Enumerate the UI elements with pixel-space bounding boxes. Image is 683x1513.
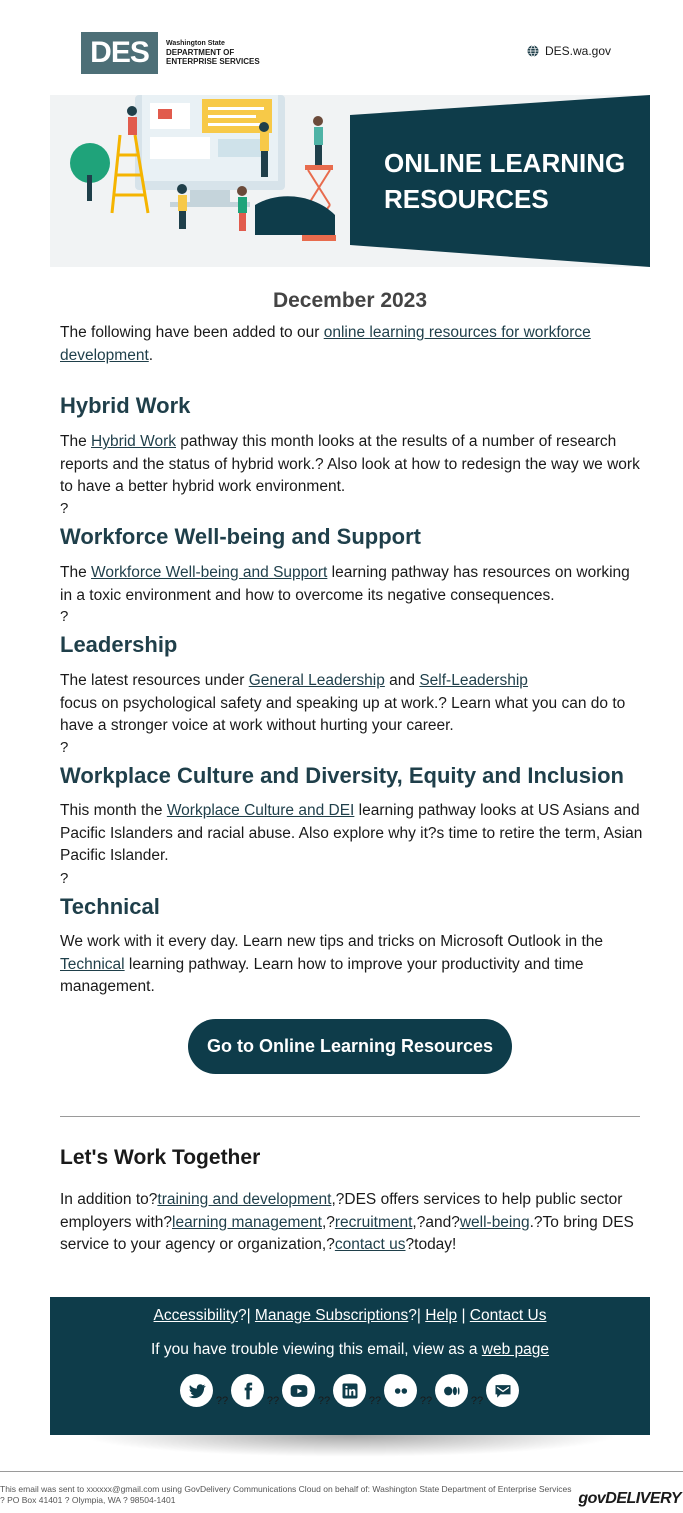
banner-title-line-1: ONLINE LEARNING bbox=[384, 148, 626, 178]
text: learning pathway has resources on working in a toxic environment and how to overcome its negative consequences. bbox=[60, 564, 630, 604]
workplace-culture-dei-link[interactable]: Workplace Culture and DEI bbox=[166, 802, 355, 819]
learning-management-link[interactable]: learning management bbox=[172, 1213, 322, 1231]
site-link[interactable]: DES.wa.gov bbox=[544, 44, 611, 58]
linkedin-icon[interactable] bbox=[333, 1374, 366, 1407]
intro-text: The following have been added to our bbox=[60, 324, 324, 341]
text: ,?DES offers services to help public sector employers with? bbox=[60, 1191, 623, 1231]
paragraph-workplace-culture-dei bbox=[60, 800, 645, 868]
legal-notice: This email was sent to xxxxxx@gmail.com using GovDelivery Communications Cloud on behalf of: Washington State Department of Enterprise Services ? PO Box 41401 ? Olympia, WA ? 98504-1401 bbox=[0, 1484, 572, 1505]
text: pathway this month looks at the results of a number of research reports and the status of hybrid work.? Also look at how to redesign the way we work to have a better hybrid work environment. bbox=[60, 433, 640, 495]
email-header bbox=[81, 31, 611, 75]
heading-technical: Technical bbox=[60, 894, 160, 919]
heading-leadership: Leadership bbox=[60, 632, 178, 657]
text: In addition to? bbox=[60, 1191, 158, 1208]
stray-char: ? bbox=[60, 739, 69, 756]
separator: ?? bbox=[266, 1395, 280, 1407]
email-footer bbox=[50, 1297, 650, 1435]
site-link-container bbox=[527, 44, 611, 58]
medium-icon[interactable] bbox=[435, 1374, 468, 1407]
text: The latest resources under bbox=[60, 672, 249, 689]
separator: ?| bbox=[237, 1307, 255, 1324]
heading-workforce-wellbeing: Workforce Well-being and Support bbox=[60, 524, 421, 549]
email-container bbox=[50, 0, 650, 1513]
text: We work with it every day. Learn new tips and tricks on Microsoft Outlook in the bbox=[60, 933, 604, 950]
general-leadership-link[interactable]: General Leadership bbox=[248, 672, 385, 689]
text: ,? bbox=[321, 1213, 335, 1231]
footer-contact-us-link[interactable]: Contact Us bbox=[469, 1307, 547, 1324]
org-name bbox=[166, 39, 260, 66]
org-line-2: DEPARTMENT OF bbox=[166, 48, 235, 57]
stray-char: ? bbox=[60, 500, 69, 517]
paragraph-hybrid-work bbox=[60, 431, 645, 499]
text: learning pathway looks at US Asians and Pacific Islanders and racial abuse. Also explore why it?s time to retire the term, Asian Pacific Islander. bbox=[60, 802, 643, 864]
text: ,?and? bbox=[412, 1213, 460, 1231]
text: .?To bring DES service to your agency or organization,? bbox=[60, 1213, 634, 1253]
heading-hybrid-work: Hybrid Work bbox=[60, 393, 191, 418]
intro-end: . bbox=[148, 346, 154, 364]
separator: ?? bbox=[317, 1395, 331, 1407]
text: ?today! bbox=[405, 1236, 457, 1253]
well-being-link[interactable]: well-being bbox=[459, 1213, 530, 1231]
hero-banner[interactable] bbox=[50, 95, 650, 267]
separator: ?? bbox=[419, 1395, 433, 1407]
social-links bbox=[180, 1373, 519, 1407]
separator: ?? bbox=[470, 1395, 484, 1407]
bottom-divider bbox=[0, 1471, 683, 1472]
banner-title bbox=[384, 145, 634, 217]
technical-link[interactable]: Technical bbox=[60, 955, 125, 973]
heading-lets-work-together: Let's Work Together bbox=[60, 1146, 261, 1169]
paragraph-leadership bbox=[60, 670, 645, 738]
paragraph-technical bbox=[60, 931, 645, 999]
govdelivery-logo[interactable]: govDELIVERY bbox=[578, 1490, 681, 1507]
footer-shadow bbox=[80, 1435, 620, 1457]
text: The bbox=[60, 433, 92, 450]
web-page-link[interactable]: web page bbox=[481, 1341, 550, 1358]
org-line-3: ENTERPRISE SERVICES bbox=[166, 57, 260, 66]
separator: | bbox=[457, 1307, 470, 1324]
globe-icon bbox=[527, 45, 539, 57]
stray-char: ? bbox=[60, 870, 69, 887]
manage-subscriptions-link[interactable]: Manage Subscriptions bbox=[254, 1307, 409, 1324]
text: The bbox=[60, 564, 92, 581]
text: If you have trouble viewing this email, view as a bbox=[150, 1341, 482, 1358]
text: This month the bbox=[60, 802, 167, 819]
separator: ?| bbox=[408, 1307, 426, 1324]
online-learning-link[interactable]: online learning resources for workforce development bbox=[60, 324, 591, 364]
recruitment-link[interactable]: recruitment bbox=[334, 1213, 413, 1231]
flickr-icon[interactable] bbox=[384, 1374, 417, 1407]
text: and bbox=[384, 672, 420, 689]
go-to-online-learning-button[interactable]: Go to Online Learning Resources bbox=[188, 1019, 512, 1074]
workforce-wellbeing-link[interactable]: Workforce Well-being and Support bbox=[91, 564, 328, 581]
text: focus on psychological safety and speaking up at work.? Learn what you can do to have a stronger voice at work without hurting your career. bbox=[60, 694, 626, 734]
separator: ?? bbox=[215, 1395, 229, 1407]
paragraph-lets-work-together bbox=[60, 1189, 645, 1257]
accessibility-link[interactable]: Accessibility bbox=[153, 1307, 238, 1324]
paragraph-workforce-wellbeing bbox=[60, 562, 645, 607]
des-logo[interactable]: DES bbox=[81, 32, 158, 74]
stray-char: ? bbox=[60, 608, 69, 625]
heading-workplace-culture-dei: Workplace Culture and Diversity, Equity and Inclusion bbox=[60, 763, 624, 788]
youtube-icon[interactable] bbox=[282, 1374, 315, 1407]
separator: ?? bbox=[368, 1395, 382, 1407]
view-as-webpage bbox=[50, 1341, 650, 1359]
newsletter-month: December 2023 bbox=[272, 289, 428, 312]
intro-paragraph bbox=[60, 322, 645, 367]
contact-us-link[interactable]: contact us bbox=[334, 1236, 406, 1253]
help-link[interactable]: Help bbox=[425, 1307, 458, 1324]
email-icon[interactable] bbox=[486, 1374, 519, 1407]
twitter-icon[interactable] bbox=[180, 1374, 213, 1407]
text: learning pathway. Learn how to improve your productivity and time management. bbox=[60, 955, 584, 995]
banner-title-line-2: RESOURCES bbox=[384, 184, 549, 214]
hybrid-work-link[interactable]: Hybrid Work bbox=[91, 433, 176, 450]
facebook-icon[interactable] bbox=[231, 1374, 264, 1407]
org-line-1: Washington State bbox=[166, 40, 225, 47]
training-development-link[interactable]: training and development bbox=[157, 1191, 332, 1208]
self-leadership-link[interactable]: Self-Leadership bbox=[419, 672, 528, 689]
divider bbox=[60, 1116, 640, 1117]
footer-links bbox=[50, 1307, 650, 1325]
